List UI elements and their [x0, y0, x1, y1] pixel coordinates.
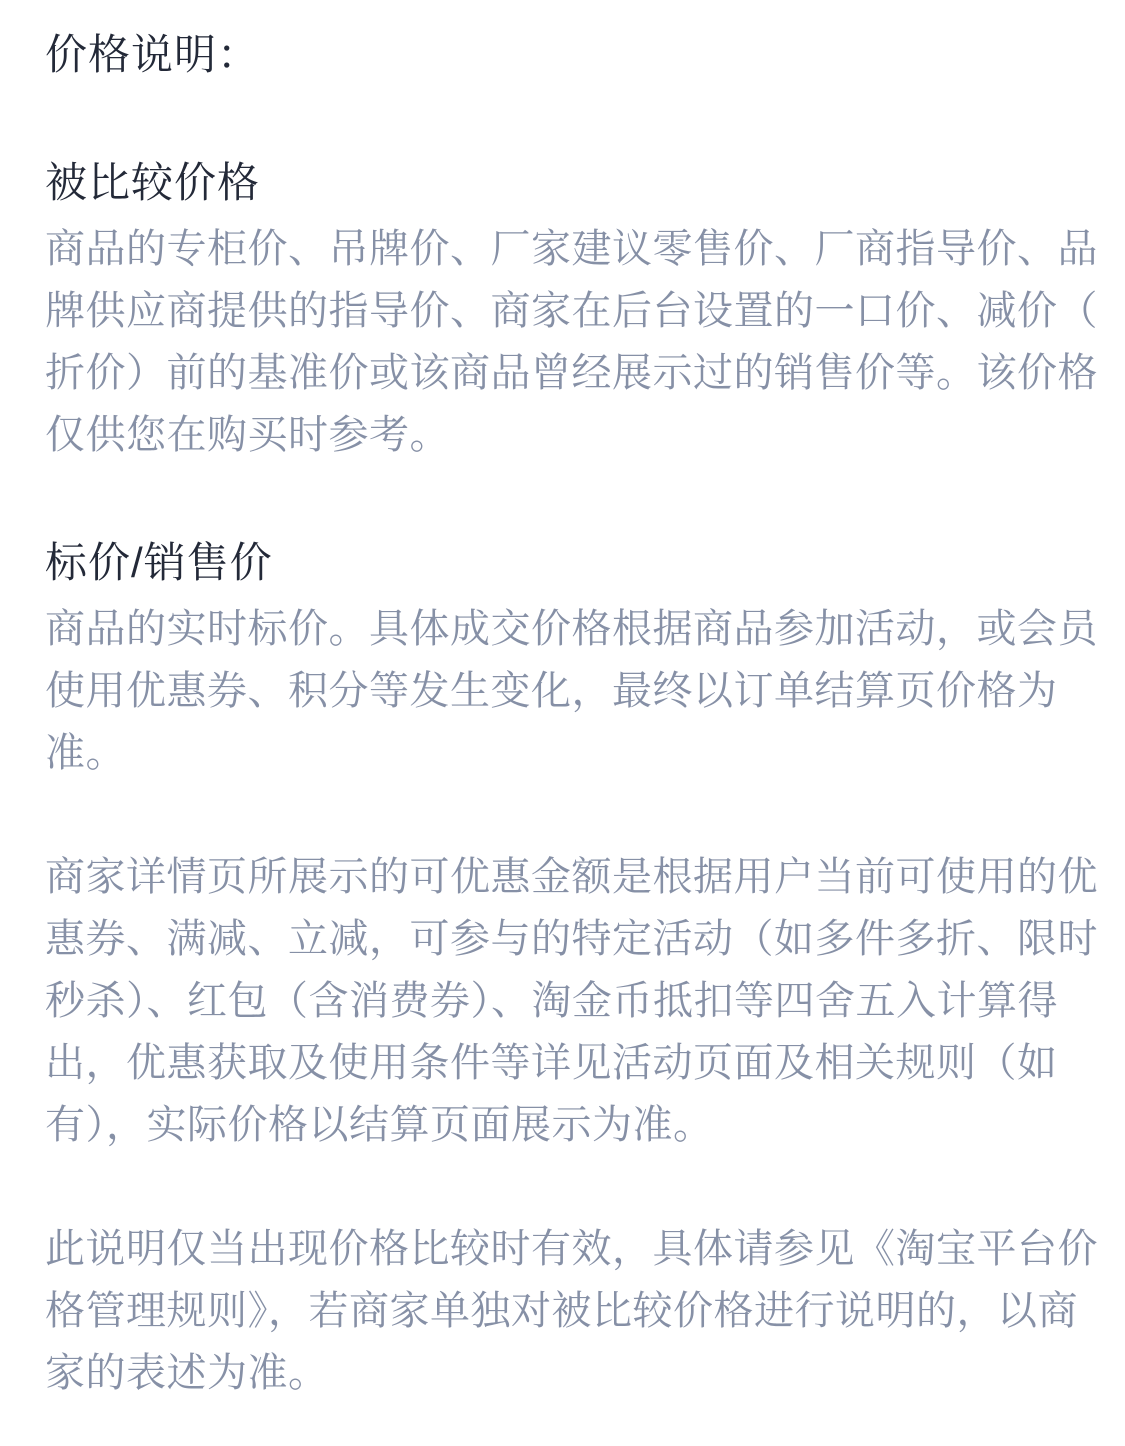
text-line: 商品的专柜价、吊牌价、厂家建议零售价、厂商指导价、品: [45, 227, 1098, 271]
section-heading-list-price: 标价/销售价: [45, 539, 273, 586]
paragraph-discount-amount: [45, 846, 1098, 1156]
text-line: 折价）前的基准价或该商品曾经展示过的销售价等。该价格: [45, 351, 1098, 395]
text-line: 商家详情页所展示的可优惠金额是根据用户当前可使用的优: [45, 855, 1098, 899]
paragraph-validity-note: [45, 1218, 1098, 1404]
text-line: 商品的实时标价。具体成交价格根据商品参加活动，或会员: [45, 607, 1098, 651]
section-validity-note: [45, 1218, 1098, 1404]
text-line: 此说明仅当出现价格比较时有效，具体请参见《淘宝平台价: [45, 1227, 1098, 1271]
text-line: 准。: [45, 731, 126, 775]
text-line: 格管理规则》，若商家单独对被比较价格进行说明的，以商: [45, 1289, 1078, 1333]
paragraph-list-price: [45, 598, 1098, 784]
paragraph-compared-price: [45, 218, 1098, 466]
text-line: 牌供应商提供的指导价、商家在后台设置的一口价、减价（: [45, 289, 1098, 333]
page-title: 价格说明：: [45, 31, 261, 78]
section-heading-compared-price: 被比较价格: [45, 159, 261, 206]
text-line: 有），实际价格以结算页面展示为准。: [45, 1103, 714, 1147]
section-compared-price: [45, 148, 1098, 466]
text-line: 出，优惠获取及使用条件等详见活动页面及相关规则（如: [45, 1041, 1058, 1085]
text-line: 仅供您在购买时参考。: [45, 413, 450, 457]
section-list-price: [45, 528, 1098, 784]
section-discount-amount: [45, 846, 1098, 1156]
text-line: 家的表述为准。: [45, 1351, 329, 1395]
text-line: 惠券、满减、立减，可参与的特定活动（如多件多折、限时: [45, 917, 1098, 961]
text-line: 秒杀）、红包（含消费券）、淘金币抵扣等四舍五入计算得: [45, 979, 1058, 1023]
text-line: 使用优惠券、积分等发生变化，最终以订单结算页价格为: [45, 669, 1058, 713]
